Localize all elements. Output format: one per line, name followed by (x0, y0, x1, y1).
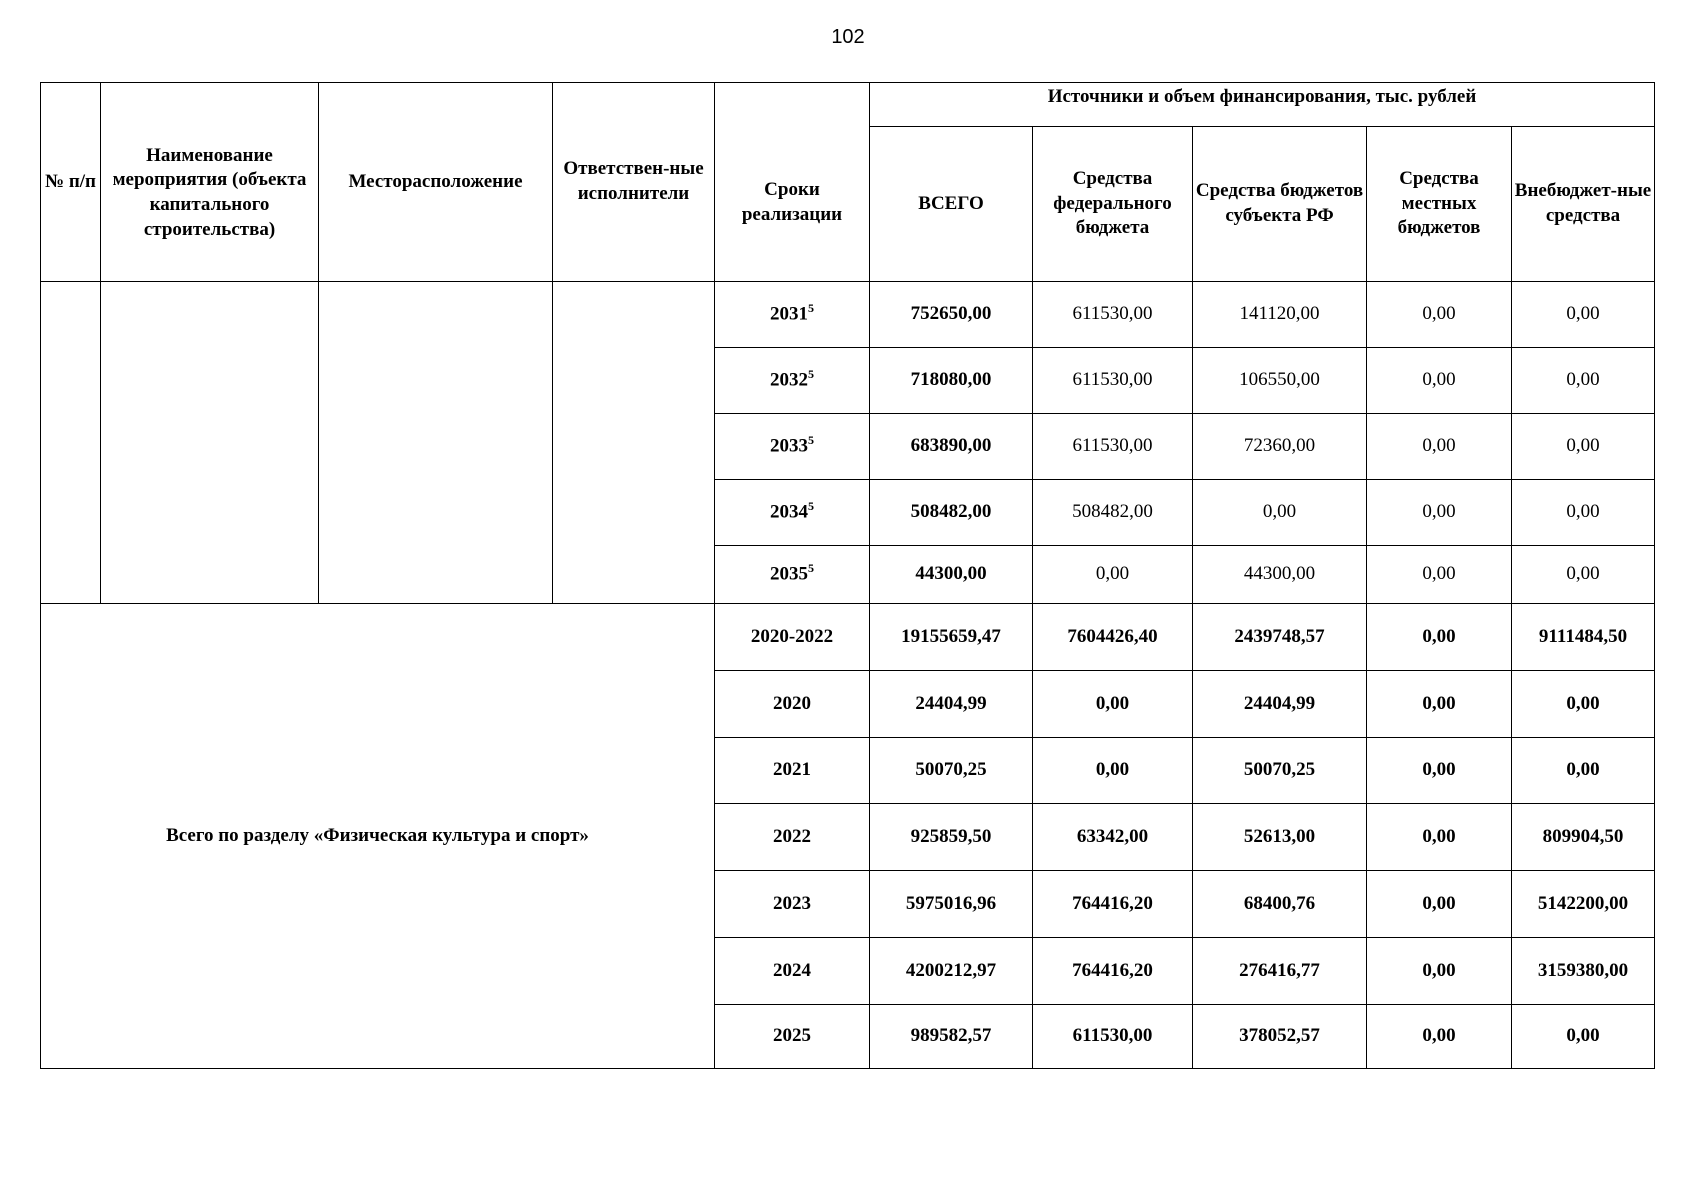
extra-cell: 0,00 (1512, 282, 1655, 348)
local-cell: 0,00 (1367, 804, 1512, 871)
total-cell: 4200212,97 (870, 938, 1033, 1005)
cell-location (319, 282, 553, 604)
regional-cell: 72360,00 (1193, 414, 1367, 480)
page-number: 102 (831, 26, 865, 48)
year-cell: 2033$^5$ (715, 414, 870, 480)
header-name: Наименование мероприятия (объекта капитального строительства) (101, 83, 319, 282)
header-executors: Ответствен-ные исполнители (553, 83, 715, 282)
total-cell: 19155659,47 (870, 604, 1033, 671)
federal-cell: 611530,00 (1033, 414, 1193, 480)
year-cell: 2025 (715, 1005, 870, 1069)
year-cell: 2034$^5$ (715, 480, 870, 546)
header-federal: Средства федерального бюджета (1033, 127, 1193, 282)
regional-cell: 0,00 (1193, 480, 1367, 546)
federal-cell: 611530,00 (1033, 1005, 1193, 1069)
cell-name (101, 282, 319, 604)
total-cell: 925859,50 (870, 804, 1033, 871)
total-cell: 752650,00 (870, 282, 1033, 348)
total-cell: 718080,00 (870, 348, 1033, 414)
regional-cell: 68400,76 (1193, 871, 1367, 938)
federal-cell: 611530,00 (1033, 348, 1193, 414)
regional-cell: 50070,25 (1193, 738, 1367, 804)
regional-cell: 44300,00 (1193, 546, 1367, 604)
cell-num (41, 282, 101, 604)
local-cell: 0,00 (1367, 938, 1512, 1005)
regional-cell: 378052,57 (1193, 1005, 1367, 1069)
federal-cell: 508482,00 (1033, 480, 1193, 546)
federal-cell: 0,00 (1033, 671, 1193, 738)
year-cell: 2021 (715, 738, 870, 804)
table-row (41, 604, 1655, 671)
total-cell: 683890,00 (870, 414, 1033, 480)
federal-cell: 63342,00 (1033, 804, 1193, 871)
regional-cell: 276416,77 (1193, 938, 1367, 1005)
section-total-label: Всего по разделу «Физическая культура и спорт» (41, 604, 715, 1069)
extra-cell: 5142200,00 (1512, 871, 1655, 938)
year-cell: 2032$^5$ (715, 348, 870, 414)
table-row (41, 282, 1655, 348)
extra-cell: 0,00 (1512, 480, 1655, 546)
regional-cell: 24404,99 (1193, 671, 1367, 738)
extra-cell: 0,00 (1512, 414, 1655, 480)
local-cell: 0,00 (1367, 282, 1512, 348)
federal-cell: 0,00 (1033, 738, 1193, 804)
extra-cell: 0,00 (1512, 1005, 1655, 1069)
header-regional: Средства бюджетов субъекта РФ (1193, 127, 1367, 282)
extra-cell: 0,00 (1512, 348, 1655, 414)
total-cell: 50070,25 (870, 738, 1033, 804)
total-cell: 5975016,96 (870, 871, 1033, 938)
federal-cell: 7604426,40 (1033, 604, 1193, 671)
header-local: Средства местных бюджетов (1367, 127, 1512, 282)
local-cell: 0,00 (1367, 546, 1512, 604)
local-cell: 0,00 (1367, 604, 1512, 671)
cell-executors (553, 282, 715, 604)
header-total: ВСЕГО (870, 127, 1033, 282)
extra-cell: 3159380,00 (1512, 938, 1655, 1005)
header-extrabudget: Внебюджет-ные средства (1512, 127, 1655, 282)
federal-cell: 764416,20 (1033, 871, 1193, 938)
local-cell: 0,00 (1367, 671, 1512, 738)
regional-cell: 2439748,57 (1193, 604, 1367, 671)
header-location: Месторасположение (319, 83, 553, 282)
header-period: Сроки реализации (715, 83, 870, 282)
year-cell: 2024 (715, 938, 870, 1005)
local-cell: 0,00 (1367, 738, 1512, 804)
federal-cell: 611530,00 (1033, 282, 1193, 348)
local-cell: 0,00 (1367, 1005, 1512, 1069)
total-cell: 989582,57 (870, 1005, 1033, 1069)
year-cell: 2020 (715, 671, 870, 738)
federal-cell: 764416,20 (1033, 938, 1193, 1005)
year-cell: 2020-2022 (715, 604, 870, 671)
year-cell: 2035$^5$ (715, 546, 870, 604)
year-cell: 2022 (715, 804, 870, 871)
header-num: № п/п (41, 83, 101, 282)
header-funding-group: Источники и объем финансирования, тыс. рублей (870, 83, 1655, 127)
extra-cell: 0,00 (1512, 671, 1655, 738)
federal-cell: 0,00 (1033, 546, 1193, 604)
regional-cell: 141120,00 (1193, 282, 1367, 348)
extra-cell: 809904,50 (1512, 804, 1655, 871)
regional-cell: 52613,00 (1193, 804, 1367, 871)
financing-table (40, 82, 1655, 1069)
local-cell: 0,00 (1367, 414, 1512, 480)
year-cell: 2023 (715, 871, 870, 938)
total-cell: 508482,00 (870, 480, 1033, 546)
extra-cell: 9111484,50 (1512, 604, 1655, 671)
year-cell: 2031$^5$ (715, 282, 870, 348)
local-cell: 0,00 (1367, 480, 1512, 546)
total-cell: 24404,99 (870, 671, 1033, 738)
total-cell: 44300,00 (870, 546, 1033, 604)
regional-cell: 106550,00 (1193, 348, 1367, 414)
local-cell: 0,00 (1367, 871, 1512, 938)
extra-cell: 0,00 (1512, 546, 1655, 604)
local-cell: 0,00 (1367, 348, 1512, 414)
extra-cell: 0,00 (1512, 738, 1655, 804)
